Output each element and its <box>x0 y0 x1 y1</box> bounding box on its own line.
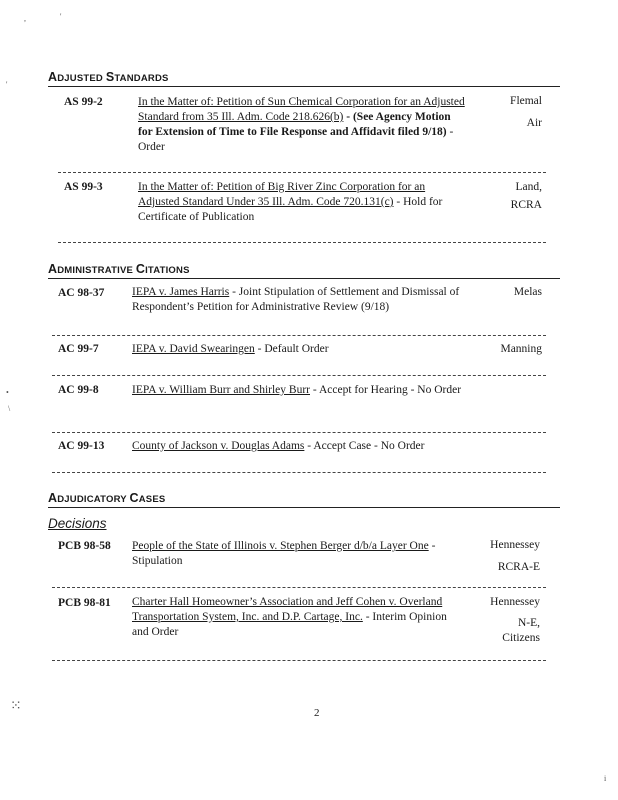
board-member: Flemal <box>510 95 542 107</box>
case-description: In the Matter of: Petition of Big River Zinc Corporation for an Adjusted Standard Under 35 Ill. Adm. Code 720.131(c) - Hold for Certificate of Publication <box>138 181 443 223</box>
scan-speck: ⁙ <box>10 699 22 714</box>
case-link[interactable]: Charter Hall Homeowner’s Association and Jeff Cohen v. Overland Transportation System, Inc. and D.P. Cartage, Inc. <box>132 596 443 623</box>
case-description: IEPA v. James Harris - Joint Stipulation of Settlement and Dismissal of Respondent’s Petition for Administrative Review (9/18) <box>132 286 460 313</box>
case-link[interactable]: County of Jackson v. Douglas Adams <box>132 440 305 452</box>
case-id: PCB 98-81 <box>58 597 111 609</box>
case-description: IEPA v. David Swearingen - Default Order <box>132 343 329 355</box>
case-id: PCB 98-58 <box>58 540 111 552</box>
row-divider <box>52 375 546 376</box>
case-link[interactable]: People of the State of Illinois v. Stephen Berger d/b/a Layer One <box>132 540 429 552</box>
board-member: Melas <box>513 286 542 298</box>
case-description: Charter Hall Homeowner’s Association and Jeff Cohen v. Overland Transportation System, Inc. and D.P. Cartage, Inc. - Interim Opinion and Order <box>132 596 447 638</box>
scan-speck: \ <box>8 404 11 413</box>
section-rule <box>48 507 560 508</box>
case-description: In the Matter of: Petition of Sun Chemical Corporation for an Adjusted Standard from 35 Ill. Adm. Code 218.626(b) - (See Agency Motion for Extension of Time to File Response and Affidavit filed 9/18) - Order <box>138 96 465 153</box>
case-description: People of the State of Illinois v. Stephen Berger d/b/a Layer One - Stipulation <box>132 540 436 567</box>
scan-speck: ' <box>60 12 62 21</box>
case-category: RCRA-E <box>497 561 540 573</box>
case-id: AS 99-3 <box>64 181 103 193</box>
row-divider <box>58 172 546 173</box>
section-rule <box>48 278 560 279</box>
board-member: Hennessey <box>490 596 540 608</box>
scan-speck: , <box>24 14 26 23</box>
case-link[interactable]: In the Matter of: Petition of Sun Chemical Corporation for an Adjusted Standard from 35 Ill. Adm. Code 218.626(b) <box>138 96 465 123</box>
case-link[interactable]: IEPA v. James Harris <box>132 286 230 298</box>
subheading-decisions: Decisions <box>48 516 107 531</box>
case-description: County of Jackson v. Douglas Adams - Accept Case - No Order <box>132 440 425 452</box>
case-id: AC 99-8 <box>58 384 99 396</box>
scan-speck: • <box>6 388 9 397</box>
case-link[interactable]: In the Matter of: Petition of Big River Zinc Corporation for an Adjusted Standard Under 35 Ill. Adm. Code 720.131(c) <box>138 181 426 208</box>
case-id: AC 98-37 <box>58 287 105 299</box>
board-member: Hennessey <box>490 539 540 551</box>
case-link[interactable]: IEPA v. David Swearingen <box>132 343 255 355</box>
scan-speck: ' <box>6 80 8 89</box>
case-id: AC 99-7 <box>58 343 99 355</box>
case-id: AS 99-2 <box>64 96 103 108</box>
row-divider <box>52 587 546 588</box>
case-category: N-E, <box>517 617 540 629</box>
section-heading-administrative-citations: ADMINISTRATIVE CITATIONS <box>48 262 190 276</box>
row-divider <box>52 660 546 661</box>
case-category: RCRA <box>510 199 542 211</box>
row-divider <box>52 432 546 433</box>
board-member: Land, <box>515 181 542 193</box>
row-divider <box>58 242 546 243</box>
section-rule <box>48 86 560 87</box>
scan-speck: i <box>604 774 607 783</box>
case-id: AC 99-13 <box>58 440 105 452</box>
case-description: IEPA v. William Burr and Shirley Burr - Accept for Hearing - No Order <box>132 384 462 396</box>
section-heading-adjusted-standards: ADJUSTED STANDARDS <box>48 70 169 84</box>
page-number: 2 <box>314 707 320 719</box>
case-link[interactable]: IEPA v. William Burr and Shirley Burr <box>132 384 310 396</box>
case-category: Air <box>526 117 542 129</box>
section-heading-adjudicatory-cases: ADJUDICATORY CASES <box>48 491 166 505</box>
case-category-2: Citizens <box>502 632 540 644</box>
board-member: Manning <box>500 343 542 355</box>
row-divider <box>52 335 546 336</box>
row-divider <box>52 472 546 473</box>
